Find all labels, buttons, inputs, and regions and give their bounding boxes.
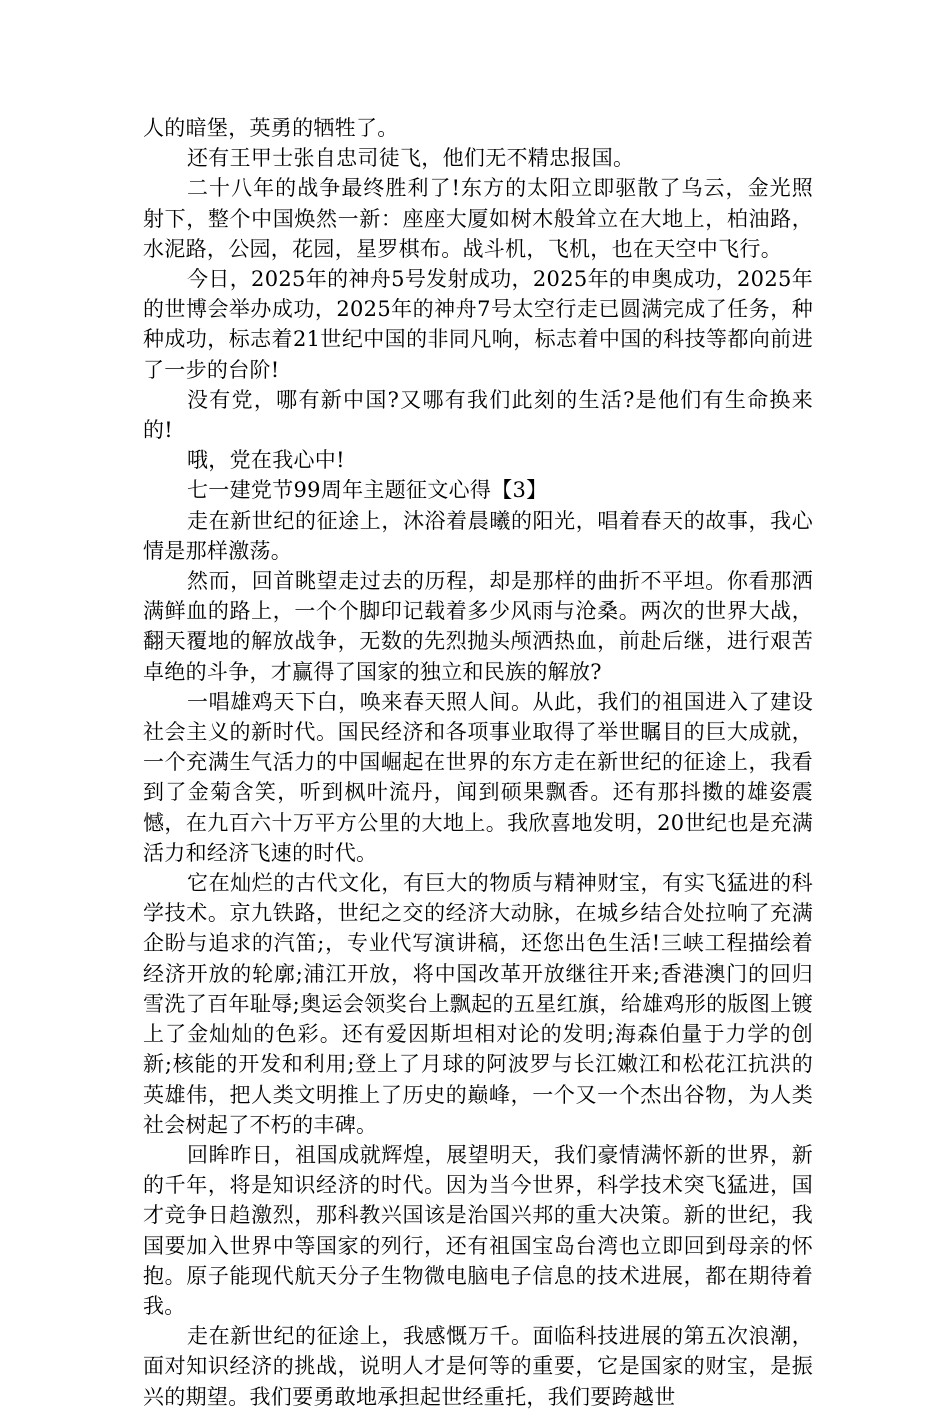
paragraph: 二十八年的战争最终胜利了!东方的太阳立即驱散了乌云，金光照射下，整个中国焕然一新：座座大厦如树木般耸立在大地上，柏油路，水泥路，公园，花园，星罗棋布。战斗机，飞机，也在天空中飞行。 bbox=[143, 176, 813, 261]
paragraph: 今日，2025年的神舟5号发射成功，2025年的申奥成功，2025年的世博会举办成功，2025年的神舟7号太空行走已圆满完成了任务，种种成功，标志着21世纪中国的非同凡响，标志着中国的科技等都向前进了一步的台阶! bbox=[143, 267, 813, 382]
paragraph: 回眸昨日，祖国成就辉煌，展望明天，我们豪情满怀新的世界，新的千年，将是知识经济的时代。因为当今世界，科学技术突飞猛进，国才竞争日趋激烈，那科教兴国该是治国兴邦的重大决策。新的世纪，我国要加入世界中等国家的列行，还有祖国宝岛台湾也立即回到母亲的怀抱。原子能现代航天分子生物微电脑电子信息的技术进展，都在期待着我。 bbox=[143, 1142, 813, 1318]
paragraph: 还有王甲士张自忠司徒飞，他们无不精忠报国。 bbox=[187, 146, 635, 171]
paragraph: 一唱雄鸡天下白，唤来春天照人间。从此，我们的祖国进入了建设社会主义的新时代。国民经济和各项事业取得了举世瞩目的巨大成就，一个充满生气活力的中国崛起在世界的东方走在新世纪的征途上，我看到了金菊含笑，听到枫叶流丹，闻到硕果飘香。还有那抖擞的雄姿震憾，在九百六十万平方公里的大地上。我欣喜地发明，20世纪也是充满活力和经济飞速的时代。 bbox=[143, 689, 813, 865]
paragraph: 它在灿烂的古代文化，有巨大的物质与精神财宝，有实飞猛进的科学技术。京九铁路，世纪之交的经济大动脉，在城乡结合处拉响了充满企盼与追求的汽笛;，专业代写演讲稿，还您出色生活!三峡工程描绘着经济开放的轮廓;浦江开放，将中国改革开放继往开来;香港澳门的回归雪洗了百年耻辱;奥运会领奖台上飘起的五星红旗，给雄鸡形的版图上镀上了金灿灿的色彩。还有爱因斯坦相对论的发明;海森伯量于力学的创新;核能的开发和利用;登上了月球的阿波罗与长江嫩江和松花江抗洪的英雄伟，把人类文明推上了历史的巅峰，一个又一个杰出谷物，为人类社会树起了不朽的丰碑。 bbox=[143, 871, 813, 1137]
paragraph: 走在新世纪的征途上，我感慨万千。面临科技进展的第五次浪潮，面对知识经济的挑战，说明人才是何等的重要，它是国家的财宝，是振兴的期望。我们要勇敢地承担起世经重托，我们要跨越世 bbox=[143, 1324, 813, 1409]
paragraph: 哦，党在我心中! bbox=[187, 448, 345, 473]
paragraph: 没有党，哪有新中国?又哪有我们此刻的生活?是他们有生命换来的! bbox=[143, 387, 813, 443]
document-body bbox=[143, 113, 813, 1412]
paragraph: 然而，回首眺望走过去的历程，却是那样的曲折不平坦。你看那洒满鲜血的路上，一个个脚印记载着多少风雨与沧桑。两次的世界大战，翻天覆地的解放战争，无数的先烈抛头颅洒热血，前赴后继，进行艰苦卓绝的斗争，才赢得了国家的独立和民族的解放? bbox=[143, 569, 813, 684]
paragraph: 人的暗堡，英勇的牺牲了。 bbox=[143, 116, 399, 140]
section-heading: 七一建党节99周年主题征文心得【3】 bbox=[187, 478, 548, 503]
paragraph: 走在新世纪的征途上，沐浴着晨曦的阳光，唱着春天的故事，我心情是那样激荡。 bbox=[143, 508, 813, 563]
